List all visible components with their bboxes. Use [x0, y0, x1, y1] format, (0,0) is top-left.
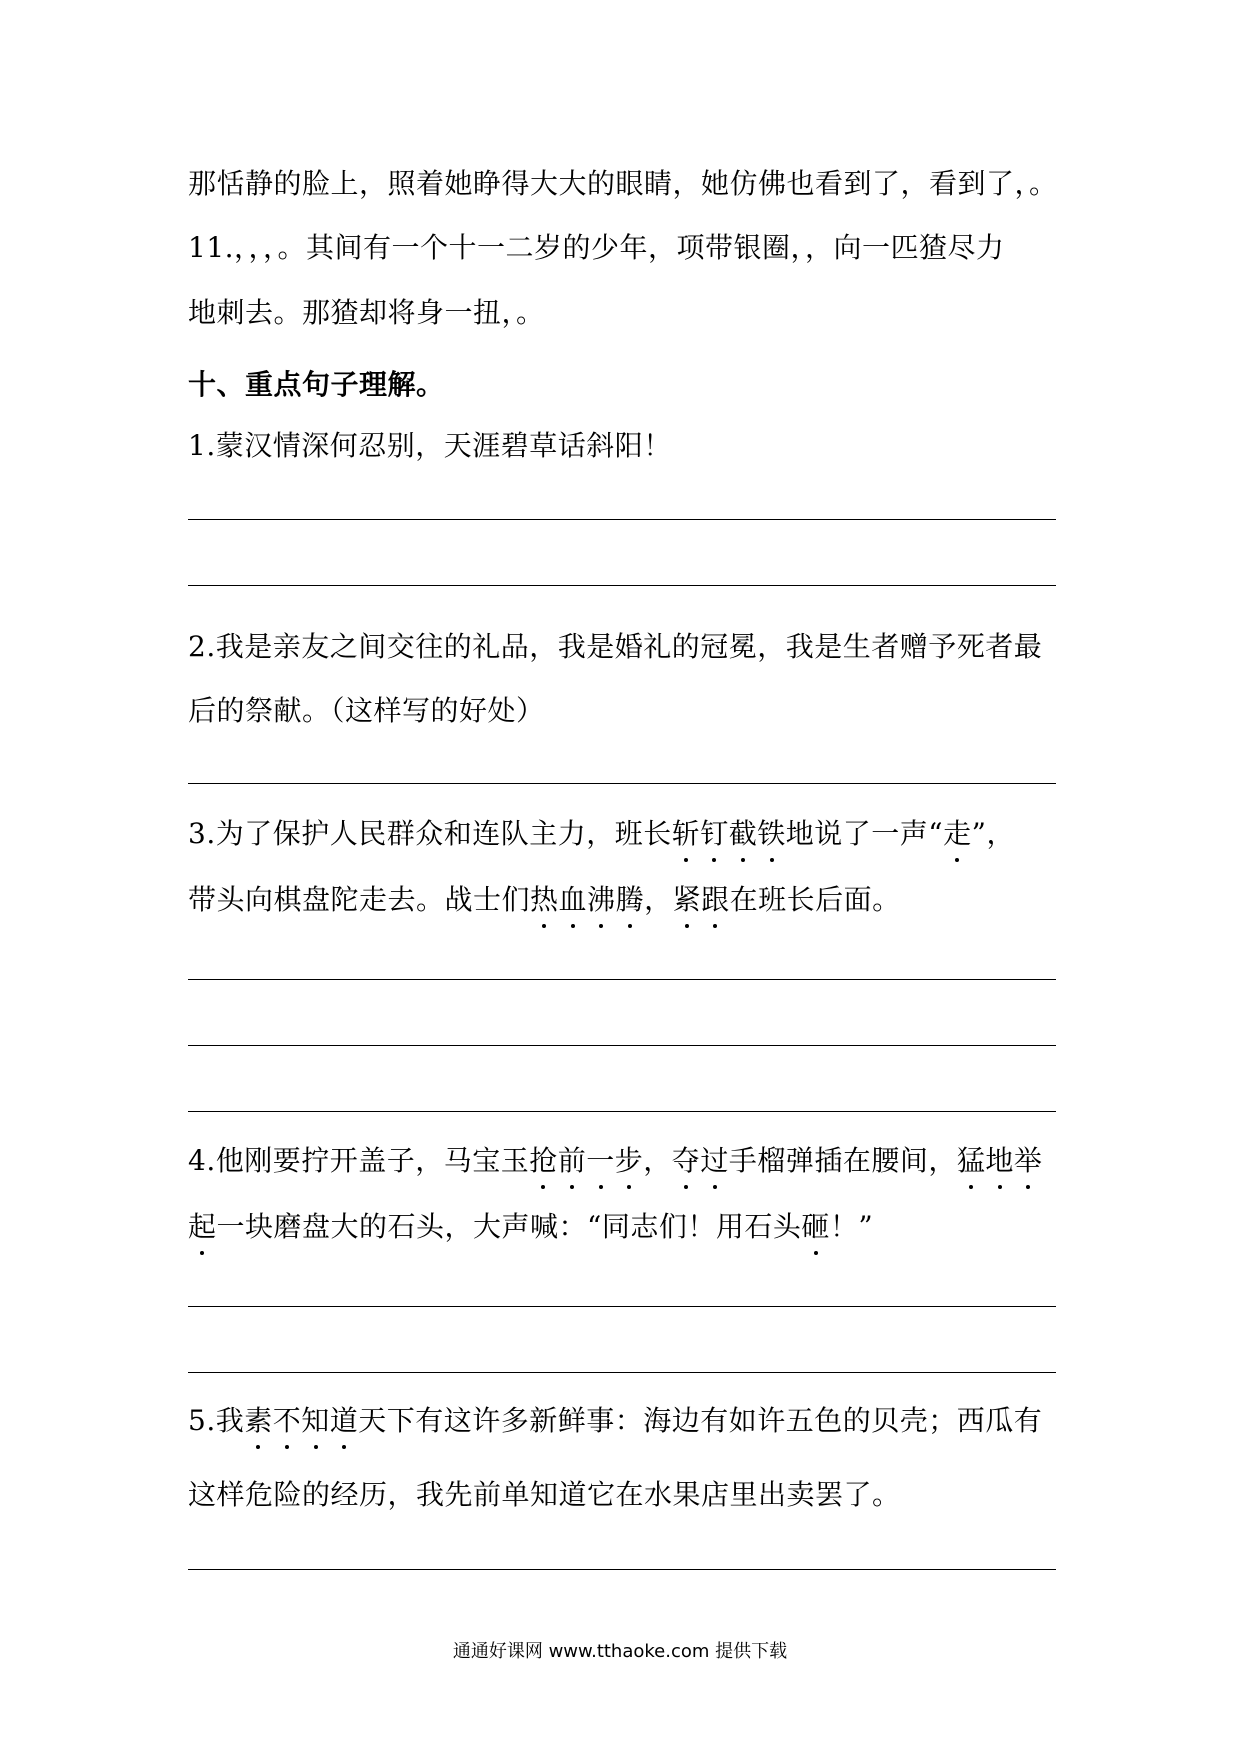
question-1: 1.蒙汉情深何忍别，天涯碧草话斜阳！ — [188, 429, 672, 462]
emphasis-dot-char: 前 — [558, 1141, 587, 1181]
emphasis-dot-char: 知 — [301, 1401, 330, 1441]
intro-line-2: 11.，，，。其间有一个十一二岁的少年，项带银圈，，向一匹猹尽力 — [188, 231, 1005, 264]
emphasis-dot-char: 铁 — [757, 814, 786, 854]
q4-text: ， — [643, 1144, 672, 1177]
question-4-line-2 — [188, 1207, 873, 1247]
intro-line-1: 那恬静的脸上，照着她睁得大大的眼睛，她仿佛也看到了，看到了，。 — [188, 167, 1058, 200]
emphasis-dot-char: 斩 — [672, 814, 701, 854]
q3-em-zou: 走 — [943, 814, 972, 854]
emphasis-dot-char: 热 — [530, 880, 559, 920]
q3-text: ”， — [971, 817, 1015, 850]
q3-text: 3.为了保护人民群众和连队主力，班长 — [188, 817, 672, 850]
q3-text: ， — [644, 883, 673, 916]
answer-line — [188, 1306, 1056, 1307]
emphasis-dot-char: 步 — [615, 1141, 644, 1181]
q3-em-jingen — [673, 883, 730, 916]
answer-line — [188, 783, 1056, 784]
emphasis-dot-char: 抢 — [529, 1141, 558, 1181]
emphasized-phrase — [672, 817, 786, 850]
emphasis-dot-char: 沸 — [587, 880, 616, 920]
question-3-line-1 — [188, 814, 1015, 854]
question-5-line-1 — [188, 1401, 1042, 1441]
q4-em-za: 砸 — [801, 1207, 830, 1247]
emphasis-dot-char: 素 — [244, 1401, 273, 1441]
answer-line — [188, 1372, 1056, 1373]
q3-text: 地说了一声“ — [785, 817, 944, 850]
q4-em-qi: 起 — [188, 1207, 217, 1247]
q4-text: 一块磨盘大的石头，大声喊：“同志们！用石头 — [216, 1210, 802, 1243]
emphasis-dot-char: 跟 — [701, 880, 730, 920]
q3-em-zhandingjietie — [672, 817, 786, 850]
question-2-line-2: 后的祭献。（这样写的好处） — [188, 694, 545, 727]
emphasis-dot-char: 不 — [273, 1401, 302, 1441]
q3-text: 带头向棋盘陀走去。战士们 — [188, 883, 531, 916]
emphasis-dot-char: 猛 — [957, 1141, 986, 1181]
q4-em-mengdiju — [957, 1144, 1043, 1177]
question-3-line-2 — [188, 880, 901, 920]
footer-credit: 通通好课网 www.tthaoke.com 提供下载 — [452, 1641, 788, 1662]
q4-text: 手榴弹插在腰间， — [728, 1144, 957, 1177]
emphasis-dot-char: 一 — [586, 1141, 615, 1181]
intro-line-3: 地刺去。那猹却将身一扭，。 — [188, 296, 545, 329]
q5-text: 天下有这许多新鲜事：海边有如许五色的贝壳；西瓜有 — [358, 1404, 1043, 1437]
emphasis-dot-char: 过 — [700, 1141, 729, 1181]
question-2-line-1: 2.我是亲友之间交往的礼品，我是婚礼的冠冕，我是生者赠予死者最 — [188, 630, 1043, 663]
q4-em-qiangqianyibu — [529, 1144, 643, 1177]
q4-em-duoguo — [672, 1144, 729, 1177]
section-title: 十、重点句子理解。 — [188, 368, 445, 401]
answer-line — [188, 1111, 1056, 1112]
q5-em-subuzhidao — [244, 1404, 358, 1437]
q3-text: 在班长后面。 — [729, 883, 901, 916]
q5-text: 5.我 — [188, 1404, 245, 1437]
question-4-line-1 — [188, 1141, 1042, 1181]
emphasis-dot-char: 血 — [559, 880, 588, 920]
emphasis-dot-char: 紧 — [673, 880, 702, 920]
emphasis-dot-char: 夺 — [672, 1141, 701, 1181]
answer-line — [188, 585, 1056, 586]
answer-line — [188, 1569, 1056, 1570]
q4-text: ！” — [829, 1210, 874, 1243]
emphasis-dot-char: 腾 — [616, 880, 645, 920]
q3-em-rexuefeiteng — [530, 883, 644, 916]
question-5-line-2: 这样危险的经历，我先前单知道它在水果店里出卖罢了。 — [188, 1478, 901, 1511]
q4-text: 4.他刚要拧开盖子，马宝玉 — [188, 1144, 530, 1177]
answer-line — [188, 1045, 1056, 1046]
emphasis-dot-char: 钉 — [700, 814, 729, 854]
emphasis-dot-char: 举 — [1014, 1141, 1043, 1181]
emphasis-dot-char: 道 — [330, 1401, 359, 1441]
emphasis-dot-char: 截 — [729, 814, 758, 854]
answer-line — [188, 519, 1056, 520]
answer-line — [188, 979, 1056, 980]
emphasis-dot-char: 地 — [985, 1141, 1014, 1181]
